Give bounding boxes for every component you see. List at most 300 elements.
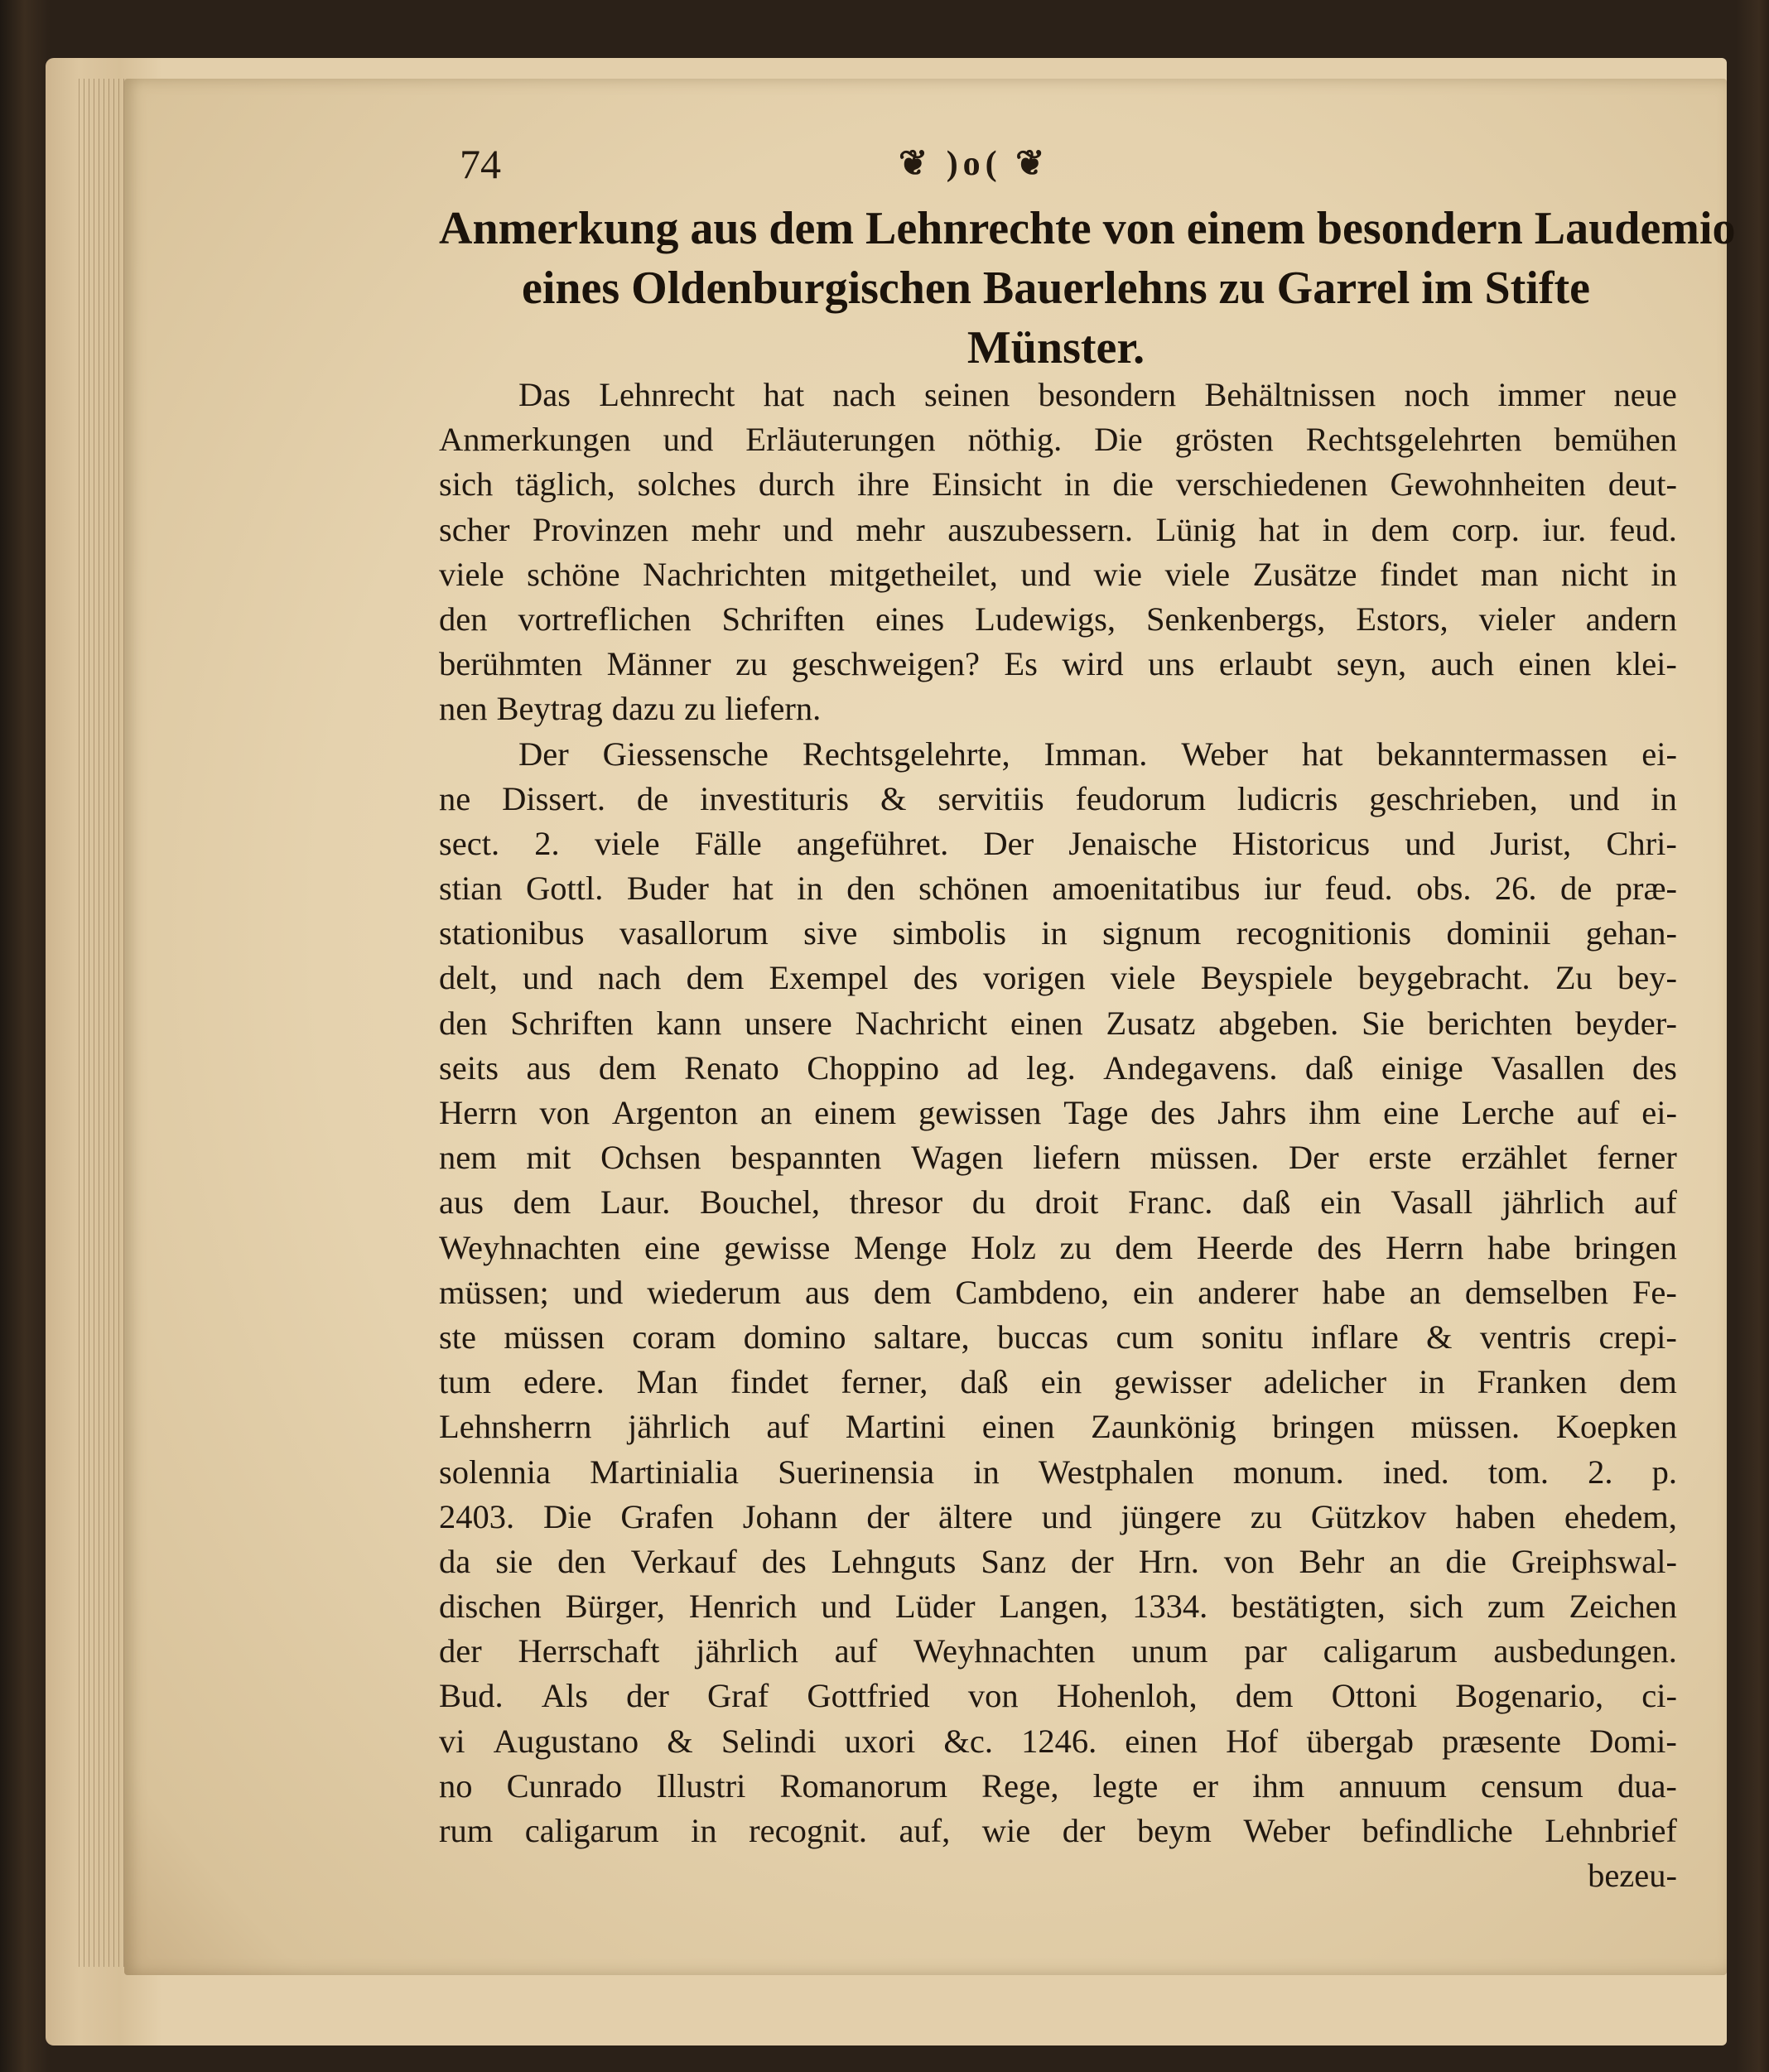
word: zu xyxy=(1250,1497,1282,1535)
word: jüngere xyxy=(1121,1497,1222,1535)
word: leg. xyxy=(1026,1048,1076,1087)
word: iur. xyxy=(1542,510,1587,548)
word: Lerche xyxy=(1461,1094,1555,1131)
word: Hohenloh, xyxy=(1056,1677,1198,1715)
word: besondern xyxy=(1038,376,1177,413)
word: Einsicht xyxy=(932,465,1042,504)
word: aus xyxy=(805,1273,850,1311)
word: Andegavens. xyxy=(1103,1048,1278,1087)
word: beym xyxy=(1136,1812,1212,1849)
word: ein xyxy=(1320,1183,1362,1222)
word: Rechtsgelehrten xyxy=(1305,421,1522,459)
word: andern xyxy=(1585,600,1677,638)
word: caligarum xyxy=(524,1812,659,1849)
word: Lehnbrief xyxy=(1545,1812,1677,1849)
word: Koepken xyxy=(1555,1408,1677,1446)
word: dazu xyxy=(611,690,676,728)
word: Als xyxy=(541,1677,589,1715)
word: feud. xyxy=(1324,870,1393,908)
text-line xyxy=(439,373,1677,417)
word: coram xyxy=(632,1318,716,1356)
word: Martini xyxy=(845,1408,947,1446)
text-line xyxy=(439,866,1677,911)
word: Zeichen xyxy=(1569,1588,1677,1626)
word: Nachrichten xyxy=(643,555,807,593)
word: 26. xyxy=(1494,870,1537,908)
word: &c. xyxy=(943,1722,993,1760)
word: Sie xyxy=(1362,1004,1405,1042)
gutter-shadow xyxy=(1736,0,1769,2072)
word: Selindi xyxy=(721,1722,817,1760)
word: zum xyxy=(1487,1588,1545,1626)
word: berichten xyxy=(1427,1004,1553,1042)
word: einem xyxy=(814,1094,897,1131)
text-line xyxy=(439,1001,1677,1046)
word: noch xyxy=(1404,376,1470,413)
word: bringen xyxy=(1574,1228,1677,1266)
word: Herrn xyxy=(439,1094,518,1131)
word: Schriften xyxy=(721,600,846,638)
word: Franken xyxy=(1477,1363,1588,1401)
word: der xyxy=(1071,1542,1114,1580)
word: liefern xyxy=(1033,1139,1121,1177)
word: Heerde xyxy=(1196,1228,1294,1266)
word: Behältnissen xyxy=(1204,376,1376,413)
word: nöthig. xyxy=(967,421,1063,459)
word: Franc. xyxy=(1128,1183,1213,1222)
word: Es xyxy=(1004,645,1038,683)
text-line xyxy=(439,822,1677,866)
word: zu xyxy=(684,690,716,728)
word: domino xyxy=(743,1318,846,1356)
word: du xyxy=(971,1183,1006,1222)
word: abgeben. xyxy=(1218,1004,1339,1042)
word: tum xyxy=(439,1363,492,1401)
word: von xyxy=(539,1094,590,1131)
word: Cambdeno, xyxy=(955,1273,1110,1311)
word: stationibus xyxy=(439,914,585,952)
word: sich xyxy=(439,465,494,504)
word: immer xyxy=(1497,376,1586,413)
word: Weber xyxy=(1243,1812,1331,1849)
word: des xyxy=(1150,1094,1196,1131)
text-line xyxy=(439,687,1677,731)
text-line xyxy=(439,417,1677,462)
word: mehr xyxy=(691,510,760,548)
word: saltare, xyxy=(873,1318,970,1356)
word: Hof xyxy=(1226,1722,1279,1760)
word: Herrn xyxy=(1385,1228,1464,1266)
word: vorigen xyxy=(982,959,1086,997)
word: Augustano xyxy=(493,1722,639,1760)
word: auf, xyxy=(899,1812,951,1849)
word: feud. xyxy=(1608,510,1677,548)
word: legte xyxy=(1092,1766,1159,1805)
word: in xyxy=(1041,914,1068,952)
word: ferner xyxy=(1597,1139,1677,1177)
word: und xyxy=(572,1273,624,1311)
word: Weyhnachten xyxy=(439,1228,621,1266)
word: Senkenbergs, xyxy=(1145,600,1326,638)
text-line xyxy=(439,1674,1677,1718)
word: recognit. xyxy=(749,1812,867,1849)
word: Jenaische xyxy=(1068,824,1198,862)
word: Westphalen xyxy=(1038,1453,1194,1491)
word: nem xyxy=(439,1139,497,1177)
text-line xyxy=(439,462,1677,507)
text-line xyxy=(439,597,1677,642)
word: vortreflichen xyxy=(518,600,692,638)
word: zu xyxy=(1059,1228,1092,1266)
word: Anmerkungen xyxy=(439,421,631,459)
word: jährlich xyxy=(1501,1183,1605,1222)
word: gehan- xyxy=(1585,914,1677,952)
word: Hrn. xyxy=(1138,1542,1199,1580)
word: die xyxy=(1112,465,1154,504)
word: ehedem, xyxy=(1564,1497,1677,1535)
word: Rechtsgelehrte, xyxy=(802,735,1010,773)
word: deut- xyxy=(1608,465,1677,504)
word: vieler xyxy=(1478,600,1555,638)
word: Argenton xyxy=(611,1094,739,1131)
word: Menge xyxy=(854,1228,947,1266)
word: sonitu xyxy=(1201,1318,1284,1356)
word: Estors, xyxy=(1356,600,1448,638)
word: ste xyxy=(439,1318,476,1356)
word: jährlich xyxy=(696,1632,798,1670)
word: auf xyxy=(766,1408,810,1446)
word: ined. xyxy=(1382,1453,1449,1491)
word: neue xyxy=(1613,376,1677,413)
word: de xyxy=(636,779,669,817)
word: des xyxy=(761,1542,807,1580)
word: stian xyxy=(439,870,503,908)
word: täglich, xyxy=(515,465,615,504)
word: erste xyxy=(1368,1139,1432,1177)
word: findet xyxy=(730,1363,809,1401)
word: bey- xyxy=(1617,959,1677,997)
word: des xyxy=(1317,1228,1362,1266)
word: Der xyxy=(518,735,569,773)
word: Exempel xyxy=(769,959,889,997)
word: ihm xyxy=(1309,1094,1362,1131)
word: unum xyxy=(1131,1632,1208,1670)
word: habe xyxy=(1487,1228,1551,1266)
word: schönen xyxy=(918,870,1029,908)
text-line xyxy=(439,1719,1677,1764)
word: caligarum xyxy=(1323,1632,1458,1670)
word: Männer xyxy=(606,645,711,683)
word: Bürger, xyxy=(565,1588,665,1626)
word: Rege, xyxy=(981,1766,1059,1805)
word: Renato xyxy=(684,1048,779,1087)
word: rum xyxy=(439,1812,494,1849)
word: ihm xyxy=(1252,1766,1305,1805)
word: jährlich xyxy=(628,1408,730,1446)
word: kann xyxy=(656,1004,722,1042)
word: Bogenario, xyxy=(1455,1677,1604,1715)
word: habe xyxy=(1322,1273,1386,1311)
word: viele xyxy=(1164,555,1231,593)
word: Laur. xyxy=(600,1183,671,1222)
word: Gottl. xyxy=(525,870,604,908)
word: Fe- xyxy=(1632,1273,1677,1311)
word: zu xyxy=(735,645,768,683)
word: liefern. xyxy=(725,690,822,728)
word: ludicris xyxy=(1236,779,1338,817)
word: censum xyxy=(1481,1766,1583,1805)
word: Zusatz xyxy=(1106,1004,1196,1042)
word: ein xyxy=(1132,1273,1174,1311)
running-head-ornament: ❦ )o( ❦ xyxy=(899,145,1050,183)
word: signum xyxy=(1102,914,1202,952)
word: par xyxy=(1244,1632,1287,1670)
text-line xyxy=(439,642,1677,687)
word: geschrieben, xyxy=(1369,779,1538,817)
word: Verkauf xyxy=(630,1542,737,1580)
word: in xyxy=(973,1453,1000,1491)
word: hat xyxy=(732,870,774,908)
word: 1246. xyxy=(1021,1722,1097,1760)
word: die xyxy=(1445,1542,1487,1580)
word: gewisser xyxy=(1114,1363,1232,1401)
word: Choppino xyxy=(807,1048,939,1087)
word: Weyhnachten xyxy=(913,1632,1096,1670)
word: dem xyxy=(686,959,745,997)
word: bespannten xyxy=(730,1139,882,1177)
word: an xyxy=(1409,1273,1441,1311)
word: droit xyxy=(1034,1183,1099,1222)
word: Ludewigs, xyxy=(975,600,1116,638)
body-text xyxy=(439,373,1677,1898)
word: Ochsen xyxy=(600,1139,701,1177)
word: præsente xyxy=(1442,1722,1562,1760)
word: Vasallen xyxy=(1491,1048,1605,1087)
word: dem xyxy=(1619,1363,1677,1401)
word: befindliche xyxy=(1362,1812,1513,1849)
word: Henrich xyxy=(688,1588,798,1626)
word: Historicus xyxy=(1232,824,1371,862)
text-line xyxy=(439,1180,1677,1225)
word: Sanz xyxy=(981,1542,1047,1580)
word: sich xyxy=(1409,1588,1463,1626)
word: ad xyxy=(966,1048,999,1087)
word: Nachricht xyxy=(855,1004,988,1042)
word: 1334. xyxy=(1132,1588,1208,1626)
word: Beyspiele xyxy=(1200,959,1333,997)
word: thresor xyxy=(849,1183,943,1222)
word: ei- xyxy=(1641,1094,1677,1131)
word: annuum xyxy=(1338,1766,1447,1805)
word: den xyxy=(846,870,895,908)
word: des xyxy=(1632,1048,1677,1087)
word: obs. xyxy=(1416,870,1472,908)
word: Schriften xyxy=(510,1004,634,1042)
paragraph xyxy=(439,373,1677,732)
word: von xyxy=(1223,1542,1275,1580)
word: Zaunkönig xyxy=(1091,1408,1236,1446)
page-header xyxy=(460,139,1702,189)
word: haben xyxy=(1455,1497,1535,1535)
word: ihre xyxy=(857,465,910,504)
word: erlaubt xyxy=(1218,645,1313,683)
word: den xyxy=(439,600,488,638)
word: servitiis xyxy=(938,779,1044,817)
word: verschiedenen xyxy=(1175,465,1368,504)
word: sive xyxy=(803,914,858,952)
word: bekanntermassen xyxy=(1376,735,1608,773)
word: auf xyxy=(1576,1094,1620,1131)
word: durch xyxy=(758,465,836,504)
text-line xyxy=(439,1405,1677,1449)
word: Imman. xyxy=(1044,735,1148,773)
word: dem xyxy=(598,1048,657,1087)
word: geschweigen? xyxy=(791,645,980,683)
text-line xyxy=(439,508,1677,552)
word: Romanorum xyxy=(779,1766,947,1805)
word: no xyxy=(439,1766,473,1805)
word: amoenitatibus xyxy=(1052,870,1241,908)
word: Weber xyxy=(1181,735,1269,773)
word: nach xyxy=(832,376,896,413)
word: gewissen xyxy=(918,1094,1042,1131)
word: nach xyxy=(597,959,662,997)
word: simbolis xyxy=(892,914,1006,952)
word: der xyxy=(866,1497,910,1535)
word: feudorum xyxy=(1075,779,1206,817)
word: Lüder xyxy=(894,1588,976,1626)
word: Die xyxy=(1094,421,1143,459)
word: bemühen xyxy=(1554,421,1677,459)
word: Bud. xyxy=(439,1677,504,1715)
word: müssen; xyxy=(439,1273,549,1311)
word: edere. xyxy=(523,1363,605,1401)
word: müssen. xyxy=(1150,1139,1260,1177)
word: Holz xyxy=(971,1228,1036,1266)
word: daß xyxy=(1241,1183,1291,1222)
word: 2. xyxy=(1588,1453,1613,1491)
word: ci- xyxy=(1641,1677,1677,1715)
text-line xyxy=(439,1809,1677,1853)
word: corp. xyxy=(1451,510,1520,548)
word: von xyxy=(967,1677,1019,1715)
word: Cunrado xyxy=(506,1766,623,1805)
word: und xyxy=(663,421,714,459)
word: seinen xyxy=(923,376,1010,413)
word: und xyxy=(1569,779,1620,817)
word: iur xyxy=(1264,870,1302,908)
word: man xyxy=(1480,555,1539,593)
text-line xyxy=(439,1091,1677,1135)
word: Gewohnheiten xyxy=(1390,465,1586,504)
word: vi xyxy=(439,1722,465,1760)
text-line xyxy=(439,1584,1677,1629)
word: dem xyxy=(1115,1228,1174,1266)
word: wie xyxy=(1093,555,1143,593)
word: Das xyxy=(518,376,571,413)
word: in xyxy=(1419,1363,1445,1401)
word: Beytrag xyxy=(496,690,603,728)
word: dem xyxy=(873,1273,932,1311)
word: Tage xyxy=(1063,1094,1129,1131)
word: beyder- xyxy=(1575,1004,1677,1042)
word: Lehnguts xyxy=(831,1542,957,1580)
word: Jurist, xyxy=(1490,824,1572,862)
word: Herrschaft xyxy=(518,1632,660,1670)
word: daß xyxy=(1304,1048,1354,1087)
word: klei- xyxy=(1615,645,1677,683)
word: sie xyxy=(495,1542,533,1580)
word: Lehnrecht xyxy=(599,376,735,413)
word: buccas xyxy=(997,1318,1089,1356)
word: bringen xyxy=(1272,1408,1375,1446)
word: Gützkov xyxy=(1310,1497,1427,1535)
word: gewisse xyxy=(724,1228,831,1266)
word: inflare xyxy=(1310,1318,1399,1356)
word: der xyxy=(439,1632,482,1670)
word: scher xyxy=(439,510,510,548)
word: eine xyxy=(1383,1094,1439,1131)
word: Der xyxy=(1288,1139,1339,1177)
word: viele xyxy=(594,824,660,862)
word: de xyxy=(1560,870,1593,908)
word: und xyxy=(783,510,834,548)
word: Suerinensia xyxy=(778,1453,935,1491)
word: Der xyxy=(983,824,1034,862)
word: bestätigten, xyxy=(1232,1588,1386,1626)
word: Wagen xyxy=(911,1139,1004,1177)
word: tom. xyxy=(1487,1453,1549,1491)
word: p. xyxy=(1651,1453,1677,1491)
word: mitgetheilet, xyxy=(829,555,998,593)
word: wie xyxy=(981,1812,1031,1849)
word: auf xyxy=(834,1632,878,1670)
word: einen xyxy=(1010,1004,1083,1042)
word: delt, xyxy=(439,959,498,997)
word: seits xyxy=(439,1048,499,1087)
word: aus xyxy=(526,1048,571,1087)
word: Dissert. xyxy=(502,779,606,817)
word: ausbedungen. xyxy=(1493,1632,1677,1670)
word: Behr xyxy=(1299,1542,1365,1580)
word: nen xyxy=(439,690,488,728)
text-line xyxy=(439,956,1677,1000)
text-line xyxy=(439,1629,1677,1674)
word: Die xyxy=(543,1497,592,1535)
word: müssen xyxy=(504,1318,605,1356)
word: der xyxy=(626,1677,669,1715)
word: und xyxy=(1020,555,1072,593)
word: ferner, xyxy=(841,1363,928,1401)
word: uns xyxy=(1148,645,1195,683)
page-number: 74 xyxy=(460,141,501,187)
word: mehr xyxy=(856,510,925,548)
word: auf xyxy=(1634,1183,1677,1222)
text-line xyxy=(439,1046,1677,1091)
word: ein xyxy=(1040,1363,1082,1401)
word: Erläuterungen xyxy=(745,421,936,459)
word: & xyxy=(880,779,907,817)
word: müssen. xyxy=(1410,1408,1521,1446)
word: ältere xyxy=(938,1497,1013,1535)
word: viele xyxy=(439,555,504,593)
word: solches xyxy=(637,465,736,504)
word: an xyxy=(1389,1542,1421,1580)
word: einen xyxy=(1125,1722,1198,1760)
text-line xyxy=(439,1226,1677,1270)
word: unsere xyxy=(745,1004,832,1042)
word: & xyxy=(1426,1318,1453,1356)
